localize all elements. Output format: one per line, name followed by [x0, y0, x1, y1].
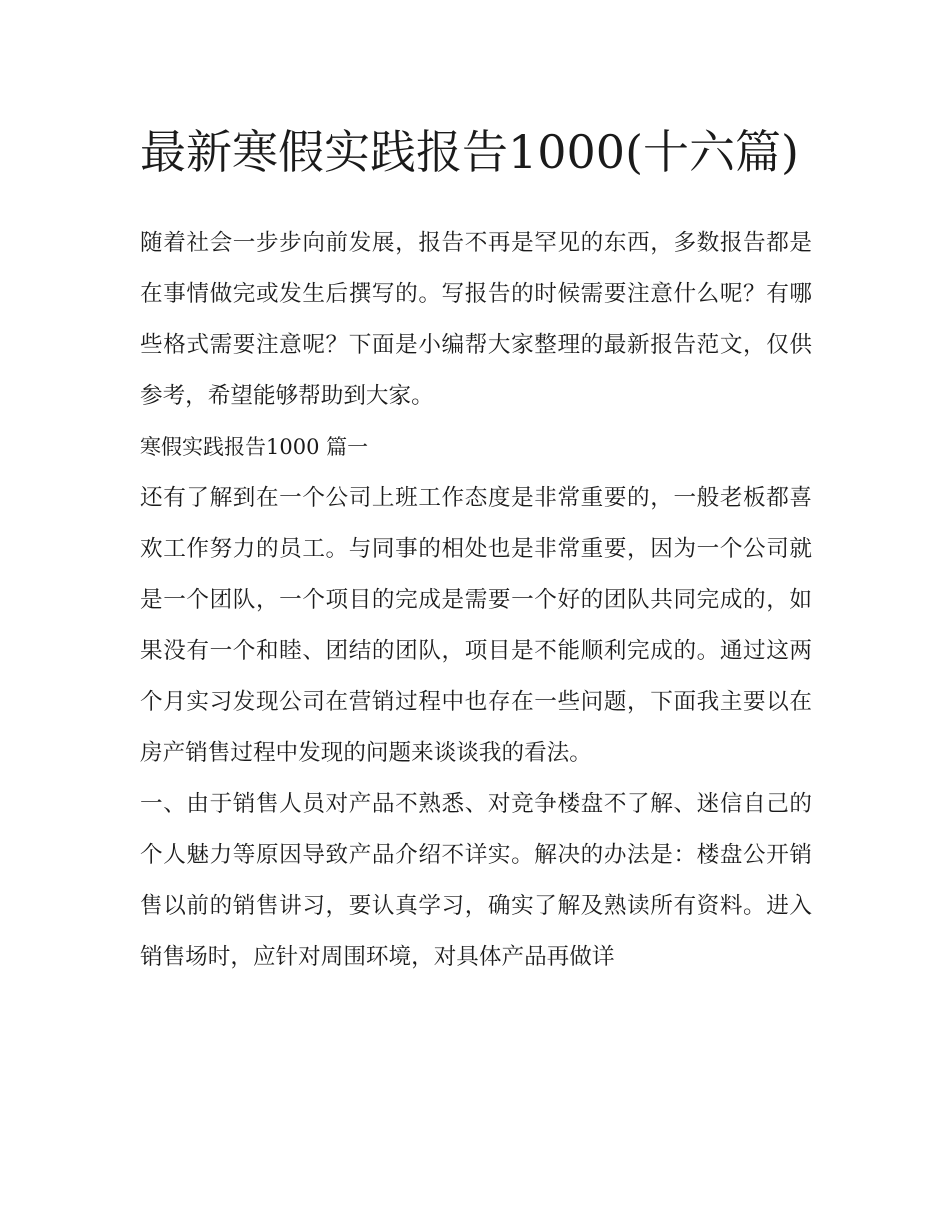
body-paragraph-2: 一、由于销售人员对产品不熟悉、对竞争楼盘不了解、迷信自己的个人魅力等原因导致产品介绍不详实。解决的办法是：楼盘公开销售以前的销售讲习，要认真学习，确实了解及熟读所有资料。进入销售场时，应针对周围环境，对具体产品再做详: [140, 791, 812, 970]
body-paragraph-1: 还有了解到在一个公司上班工作态度是非常重要的，一般老板都喜欢工作努力的员工。与同事的相处也是非常重要，因为一个公司就是一个团队，一个项目的完成是需要一个好的团队共同完成的，如果没有一个和睦、团结的团队，项目是不能顺利完成的。通过这两个月实习发现公司在营销过程中也存在一些问题，下面我主要以在房产销售过程中发现的问题来谈谈我的看法。: [140, 485, 812, 766]
document-page: [140, 112, 812, 983]
section-heading: 寒假实践报告1000 篇一: [140, 435, 369, 459]
document-title: 最新寒假实践报告1000(十六篇): [140, 125, 799, 179]
intro-paragraph: 随着社会一步步向前发展，报告不再是罕见的东西，多数报告都是在事情做完或发生后撰写的。写报告的时候需要注意什么呢？有哪些格式需要注意呢？下面是小编帮大家整理的最新报告范文，仅供参考，希望能够帮助到大家。: [140, 230, 812, 409]
